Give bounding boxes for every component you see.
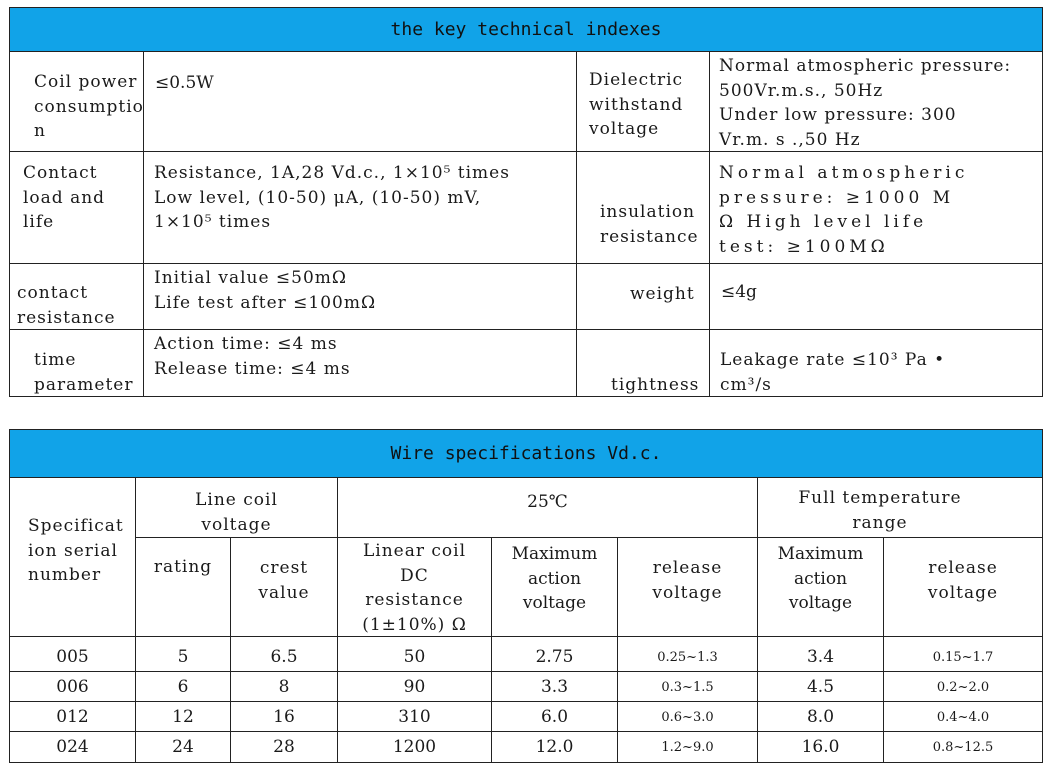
- contact-resistance-value: Initial value ≤50mΩ Life test after ≤100mΩ: [154, 268, 377, 313]
- dielectric-label: Dielectric withstand voltage: [589, 70, 684, 139]
- line-coil-voltage-header: Line coil voltage: [195, 490, 278, 535]
- serial-number-cell: 006: [56, 677, 89, 697]
- rating-cell: 12: [172, 707, 194, 727]
- release-voltage-cell: 0.3~1.5: [661, 680, 714, 695]
- coil-power-value: ≤0.5W: [155, 73, 214, 93]
- row-divider: [10, 636, 1042, 637]
- time-parameter-label: time parameter: [34, 350, 134, 395]
- dielectric-value: Normal atmospheric pressure: 500Vr.m.s., 50Hz Under low pressure: 300 Vr.m. s .,50 Hz: [719, 56, 1012, 150]
- crest-value-cell: 28: [273, 737, 295, 757]
- rating-cell: 5: [177, 647, 189, 667]
- rating-cell: 24: [172, 737, 194, 757]
- max-action-voltage-cell: 2.75: [535, 647, 574, 667]
- release-voltage-full-cell: 0.4~4.0: [936, 710, 990, 725]
- resistance-cell: 310: [398, 707, 431, 727]
- serial-number-cell: 005: [56, 647, 89, 667]
- technical-indexes-table: [9, 7, 1043, 397]
- coil-resistance-header: Linear coil DC resistance (1±10%) Ω: [362, 541, 467, 635]
- max-action-voltage-full-cell: 4.5: [806, 677, 835, 697]
- row-divider: [10, 701, 1042, 702]
- release-voltage-header: release voltage: [652, 558, 723, 603]
- column-divider: [709, 52, 710, 396]
- tightness-label: tightness: [611, 375, 700, 395]
- row-divider: [10, 671, 1042, 672]
- weight-value: ≤4g: [721, 282, 757, 302]
- max-action-voltage-full-cell: 8.0: [806, 707, 835, 727]
- serial-number-cell: 024: [56, 737, 89, 757]
- release-voltage-full-cell: 0.2~2.0: [936, 680, 990, 695]
- weight-label: weight: [630, 284, 695, 304]
- row-divider: [10, 263, 1042, 264]
- crest-value-cell: 16: [273, 707, 295, 727]
- wire-specifications-title: Wire specifications Vd.c.: [10, 430, 1042, 478]
- technical-indexes-title: the key technical indexes: [10, 8, 1042, 52]
- contact-load-label: Contact load and life: [23, 163, 106, 232]
- release-voltage-full-header: release voltage: [927, 558, 999, 603]
- temp-25-header: 25℃: [527, 492, 568, 512]
- column-divider: [576, 52, 577, 396]
- wire-specifications-table: [9, 429, 1043, 763]
- crest-value-cell: 8: [278, 677, 290, 697]
- tightness-value: Leakage rate ≤10³ Pa • cm³/s: [720, 350, 946, 395]
- release-voltage-full-cell: 0.8~12.5: [932, 740, 994, 755]
- rating-cell: 6: [177, 677, 189, 697]
- max-action-voltage-full-cell: 16.0: [801, 737, 840, 757]
- resistance-cell: 1200: [392, 737, 437, 757]
- max-action-voltage-cell: 3.3: [540, 677, 569, 697]
- max-action-voltage-cell: 12.0: [535, 737, 574, 757]
- full-temperature-header: Full temperature range: [798, 488, 962, 533]
- max-action-voltage-cell: 6.0: [540, 707, 569, 727]
- release-voltage-cell: 0.25~1.3: [657, 650, 718, 665]
- coil-power-label: Coil power consumptio n: [34, 72, 144, 141]
- resistance-cell: 50: [403, 647, 426, 667]
- release-voltage-full-cell: 0.15~1.7: [932, 650, 994, 665]
- release-voltage-cell: 1.2~9.0: [661, 740, 714, 755]
- crest-value-cell: 6.5: [270, 647, 298, 667]
- row-divider: [135, 537, 1043, 538]
- rating-header: rating: [153, 557, 213, 577]
- insulation-label: insulation resistance: [600, 202, 699, 247]
- max-action-voltage-full-cell: 3.4: [806, 647, 835, 667]
- contact-load-value: Resistance, 1A,28 Vd.c., 1×10⁵ times Low level, (10-50) μA, (10-50) mV, 1×10⁵ times: [154, 163, 510, 232]
- contact-resistance-label: contact resistance: [17, 283, 116, 328]
- serial-number-cell: 012: [56, 707, 89, 727]
- row-divider: [10, 731, 1042, 732]
- resistance-cell: 90: [403, 677, 426, 697]
- time-parameter-value: Action time: ≤4 ms Release time: ≤4 ms: [154, 334, 351, 379]
- release-voltage-cell: 0.6~3.0: [661, 710, 714, 725]
- crest-value-header: crest value: [258, 558, 310, 603]
- max-action-voltage-full-header: Maximum action voltage: [777, 544, 864, 613]
- max-action-voltage-header: Maximum action voltage: [511, 544, 598, 613]
- insulation-value: Normal atmospheric pressure: ≥1000 M Ω High level life test: ≥100MΩ: [719, 163, 969, 257]
- row-divider: [10, 329, 1042, 330]
- spec-serial-header: Specificat ion serial number: [28, 516, 124, 585]
